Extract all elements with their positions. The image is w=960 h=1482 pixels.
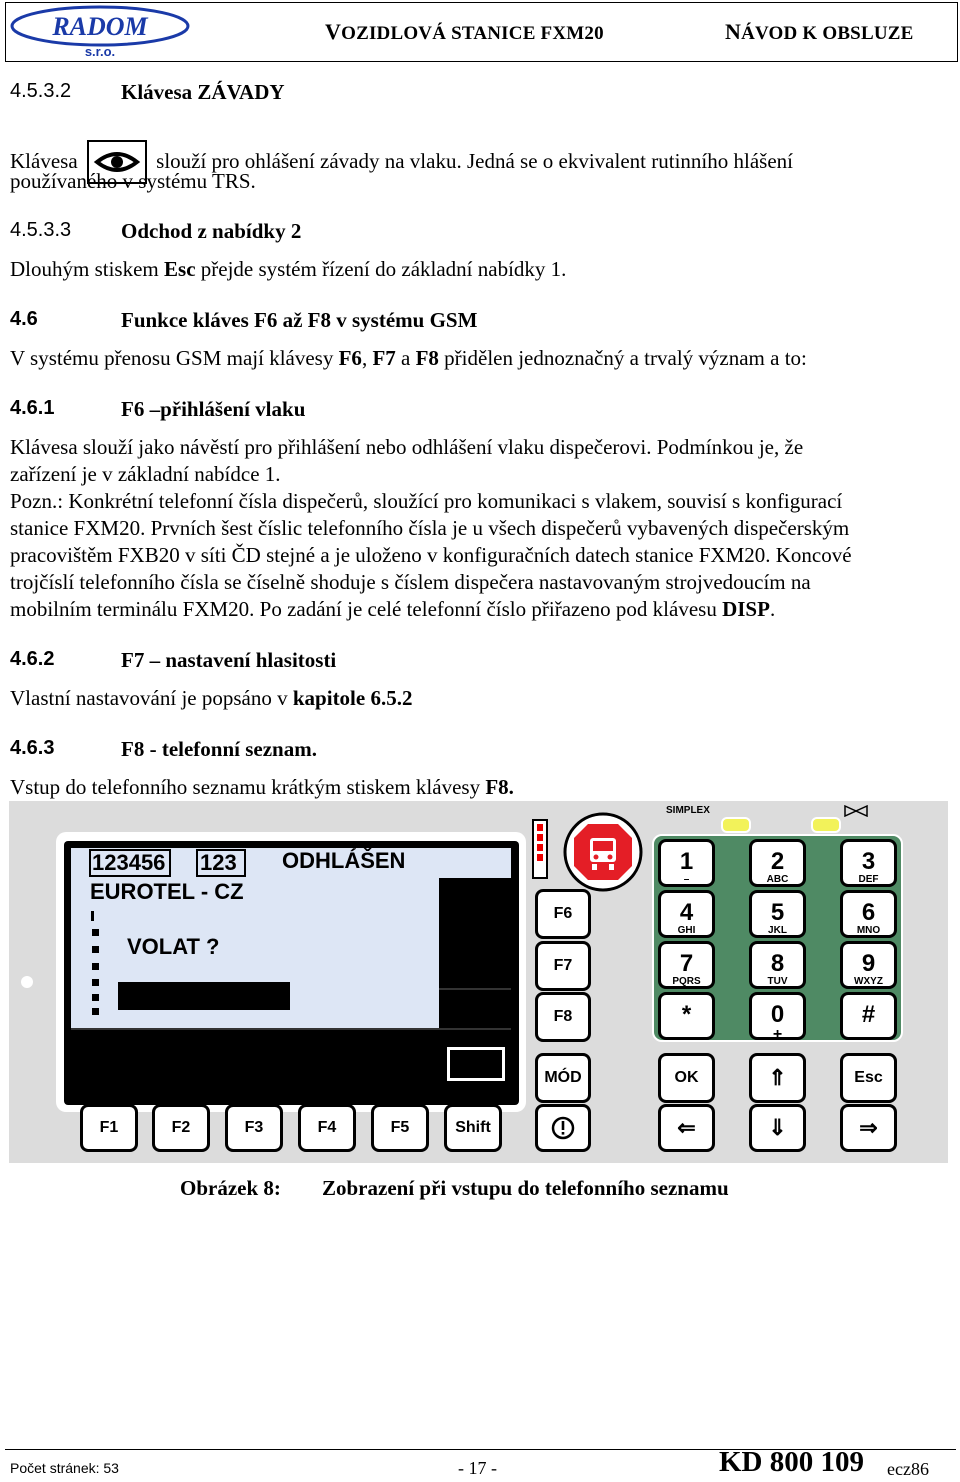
lcd-number-1: 123456 [92, 850, 166, 875]
lcd-highlight-bar [118, 982, 290, 1010]
lcd-divider [71, 1028, 511, 1030]
lcd-cursor [91, 911, 94, 921]
paragraph-f7: Vlastní nastavování je popsáno v kapitole 6.5.2 [10, 686, 413, 710]
alarm-train-stop-icon[interactable] [562, 812, 644, 892]
lcd-number-2: 123 [200, 850, 237, 875]
arrow-down-key[interactable]: ⇓ [749, 1104, 806, 1152]
numpad-key-2[interactable]: 2 ABC [749, 839, 806, 887]
lcd-side-panel [439, 848, 511, 878]
figure-caption-text: Zobrazení při vstupu do telefonního seznamu [322, 1176, 729, 1200]
f3-key[interactable]: F3 [225, 1104, 283, 1152]
arrow-right-key[interactable]: ⇒ [840, 1104, 897, 1152]
lcd-small-box [447, 1047, 505, 1081]
header-right-title: NÁVOD K OBSLUZE [725, 19, 914, 44]
paragraph-zavady-2: používaného v systému TRS. [10, 169, 256, 193]
exclamation-circle-icon [551, 1116, 575, 1140]
footer-page-count: Počet stránek: 53 [10, 1460, 119, 1476]
power-led-icon [21, 976, 33, 988]
numpad-key-3[interactable]: 3 DEF [840, 839, 897, 887]
figure-caption-label: Obrázek 8: [180, 1176, 281, 1200]
numpad-key-0[interactable]: 0 + [749, 992, 806, 1040]
arrow-up-key[interactable]: ⇑ [749, 1053, 806, 1103]
lcd-divider [439, 988, 511, 990]
numpad-key-4[interactable]: 4 GHI [658, 890, 715, 938]
footer-document-id: KD 800 109 [719, 1446, 864, 1478]
lcd-bullet [92, 946, 99, 953]
lcd-bullet [92, 994, 99, 1001]
footer-page-number: - 17 - [458, 1458, 497, 1478]
paragraph-f6-5: pracovištěm FXB20 v síti ČD stejné a je uloženo v konfiguračních datech stanice FXM20. Koncové [10, 543, 852, 567]
numpad-key-7[interactable]: 7 PQRS [658, 941, 715, 989]
mute-indicator-icon [844, 804, 868, 816]
paragraph-f8: Vstup do telefonního seznamu krátkým stiskem klávesy F8. [10, 775, 514, 799]
paragraph-f6-4: stanice FXM20. Prvních šest číslic telefonního čísla je u všech dispečerů vybavených dispečerským [10, 516, 850, 540]
numpad-key-9[interactable]: 9 WXYZ [840, 941, 897, 989]
f4-key[interactable]: F4 [298, 1104, 356, 1152]
f2-key[interactable]: F2 [152, 1104, 210, 1152]
simplex-led-icon [721, 817, 751, 833]
lcd-bullet [92, 979, 99, 986]
paragraph-f6-6: trojčíslí telefonního čísla se číselně shoduje s číslem dispečera nastavovaným strojvedoucím na [10, 570, 811, 594]
esc-key[interactable]: Esc [840, 1053, 897, 1103]
numpad-key-8[interactable]: 8 TUV [749, 941, 806, 989]
arrow-left-key[interactable]: ⇐ [658, 1104, 715, 1152]
ok-key[interactable]: OK [658, 1053, 715, 1103]
alert-key[interactable] [535, 1104, 591, 1152]
logo-subtext: s.r.o. [84, 44, 116, 58]
paragraph-f6-1: Klávesa slouží jako návěstí pro přihlášení nebo odhlášení vlaku dispečerovi. Podmínkou je, že [10, 435, 804, 459]
radom-logo [8, 4, 192, 58]
f8-key[interactable]: F8 [535, 992, 591, 1042]
numpad-key-star[interactable]: * [658, 992, 715, 1040]
fxm20-terminal-figure [9, 801, 948, 1163]
mode-key[interactable]: MÓD [535, 1053, 591, 1103]
paragraph-f6-7: mobilním terminálu FXM20. Po zadání je celé telefonní číslo přiřazeno pod klávesu DISP. [10, 597, 776, 621]
f6-key[interactable]: F6 [535, 889, 591, 939]
paragraph-zavady-1: Klávesa slouží pro ohlášení závady na vlaku. Jedná se o ekvivalent rutinního hlášení [10, 140, 793, 184]
paragraph-f6-2: zařízení je v základní nabídce 1. [10, 462, 281, 486]
paragraph-odchod: Dlouhým stiskem Esc přejde systém řízení do základní nabídky 1. [10, 257, 567, 281]
f7-key[interactable]: F7 [535, 941, 591, 991]
f1-key[interactable]: F1 [80, 1104, 138, 1152]
paragraph-f6-3: Pozn.: Konkrétní telefonní čísla dispečerů, sloužící pro komunikaci s vlakem, souvisí s konfigurací [10, 489, 843, 513]
simplex-label: SIMPLEX [666, 805, 710, 816]
paragraph-gsm: V systému přenosu GSM mají klávesy F6, F7 a F8 přidělen jednoznačný a trvalý význam a to: [10, 346, 807, 370]
signal-strength-bar [532, 819, 548, 879]
f5-key[interactable]: F5 [371, 1104, 429, 1152]
lcd-bullet [92, 1008, 99, 1015]
lcd-status: ODHLÁŠEN [282, 848, 406, 873]
footer-document-suffix: ecz86 [887, 1459, 929, 1479]
lcd-bullet [92, 963, 99, 970]
numpad-key-1[interactable]: 1 – [658, 839, 715, 887]
lcd-bullet [92, 929, 99, 936]
header-left-title: VOZIDLOVÁ STANICE FXM20 [325, 19, 604, 44]
lcd-line-network: EUROTEL - CZ [90, 879, 244, 904]
numpad-key-6[interactable]: 6 MNO [840, 890, 897, 938]
logo-text: RADOM [52, 12, 148, 41]
mute-led-icon [811, 817, 841, 833]
numpad-key-hash[interactable]: # [840, 992, 897, 1040]
shift-key[interactable]: Shift [444, 1104, 502, 1152]
lcd-line-call: VOLAT ? [127, 934, 220, 959]
numpad-key-5[interactable]: 5 JKL [749, 890, 806, 938]
